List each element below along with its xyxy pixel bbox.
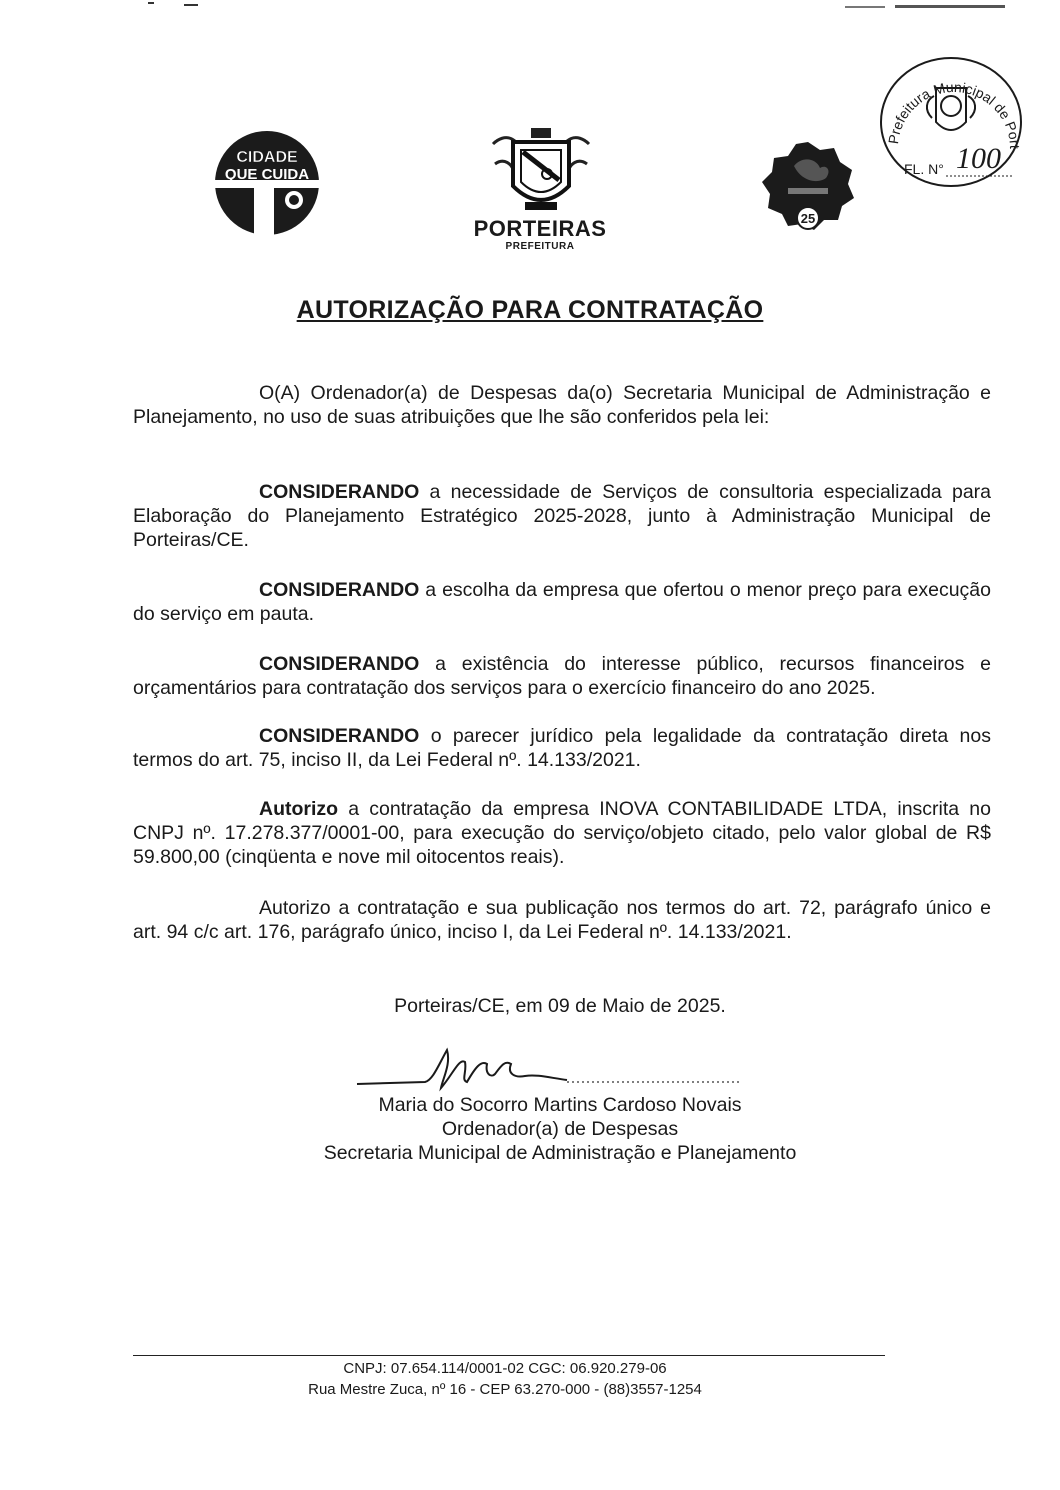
logo-left-text-1: CIDADE bbox=[236, 149, 298, 166]
paragraph-lead: CONSIDERANDO bbox=[259, 725, 420, 747]
scan-mark bbox=[845, 6, 885, 8]
paragraph-text: a necessidade de Serviços de consultoria especializada para Elaboração do Planejamento Estratégico 2025-2028, junto à Administração Municipal de Porteiras/CE. bbox=[133, 481, 991, 551]
autorizo-paragraph bbox=[133, 797, 991, 869]
paragraph-lead: CONSIDERANDO bbox=[259, 579, 420, 601]
scan-mark bbox=[148, 2, 154, 4]
stamp-arc-text: Prefeitura Municipal de Port bbox=[885, 78, 1024, 149]
brand-subtitle: PREFEITURA bbox=[505, 241, 575, 252]
paragraph-lead: CONSIDERANDO bbox=[259, 653, 420, 675]
scan-mark bbox=[895, 5, 1005, 8]
porteiras-crest bbox=[485, 124, 597, 216]
stamp-field-value: 100 bbox=[956, 142, 1001, 175]
paragraph-lead: CONSIDERANDO bbox=[259, 481, 420, 503]
stamp-field-label: FL. N° bbox=[904, 161, 944, 177]
considerando-paragraph bbox=[133, 652, 991, 700]
paragraph-text: a existência do interesse público, recursos financeiros e orçamentários para contratação dos serviços para o exercício financeiro do ano 2025. bbox=[133, 653, 991, 699]
cidade-que-cuida-logo bbox=[212, 130, 322, 236]
svg-text:Prefeitura Municipal de Portei bbox=[876, 50, 1023, 149]
anniversary-seal-logo bbox=[758, 140, 858, 232]
brand-name: PORTEIRAS bbox=[473, 216, 607, 241]
handwritten-signature bbox=[355, 1044, 745, 1094]
considerando-paragraph bbox=[133, 578, 991, 626]
place-date: Porteiras/CE, em 09 de Maio de 2025. bbox=[394, 995, 726, 1017]
considerando-paragraph bbox=[133, 480, 991, 552]
signatory-department: Secretaria Municipal de Administração e Planejamento bbox=[323, 1142, 797, 1164]
footer-line-1: CNPJ: 07.654.114/0001-02 CGC: 06.920.279-06 bbox=[343, 1360, 667, 1377]
intro-paragraph: O(A) Ordenador(a) de Despesas da(o) Secretaria Municipal de Administração e Planejamento, no uso de suas atribuições que lhe são conferidos pela lei: bbox=[133, 382, 991, 428]
publicacao-paragraph: Autorizo a contratação e sua publicação nos termos do art. 72, parágrafo único e art. 94 c/c art. 176, parágrafo único, inciso I, da Lei Federal nº. 14.133/2021. bbox=[133, 897, 991, 943]
document-title: AUTORIZAÇÃO PARA CONTRATAÇÃO bbox=[296, 296, 764, 324]
paragraph-text: a contratação da empresa INOVA CONTABILIDADE LTDA, inscrita no CNPJ nº. 17.278.377/0001-00, para execução do serviço/objeto citado, pelo valor global de R$ 59.800,00 (cinqüenta e nove mil oitocentos reais). bbox=[133, 798, 991, 868]
footer-line-2: Rua Mestre Zuca, nº 16 - CEP 63.270-000 - (88)3557-1254 bbox=[308, 1381, 702, 1398]
paragraph-lead: Autorizo bbox=[259, 798, 339, 820]
scan-mark bbox=[184, 4, 198, 6]
official-page-stamp bbox=[876, 50, 1026, 190]
signatory-role: Ordenador(a) de Despesas bbox=[441, 1118, 679, 1140]
paragraph-text: a escolha da empresa que ofertou o menor preço para execução do serviço em pauta. bbox=[133, 579, 991, 625]
considerando-paragraph bbox=[133, 724, 991, 772]
footer-divider bbox=[133, 1355, 885, 1356]
logo-left-text-2: QUE CUIDA bbox=[224, 166, 310, 183]
paragraph-text: o parecer jurídico pela legalidade da contratação direta nos termos do art. 75, inciso II, da Lei Federal nº. 14.133/2021. bbox=[133, 725, 991, 771]
signatory-name: Maria do Socorro Martins Cardoso Novais bbox=[378, 1094, 742, 1116]
seal-badge: 25 bbox=[800, 211, 816, 226]
